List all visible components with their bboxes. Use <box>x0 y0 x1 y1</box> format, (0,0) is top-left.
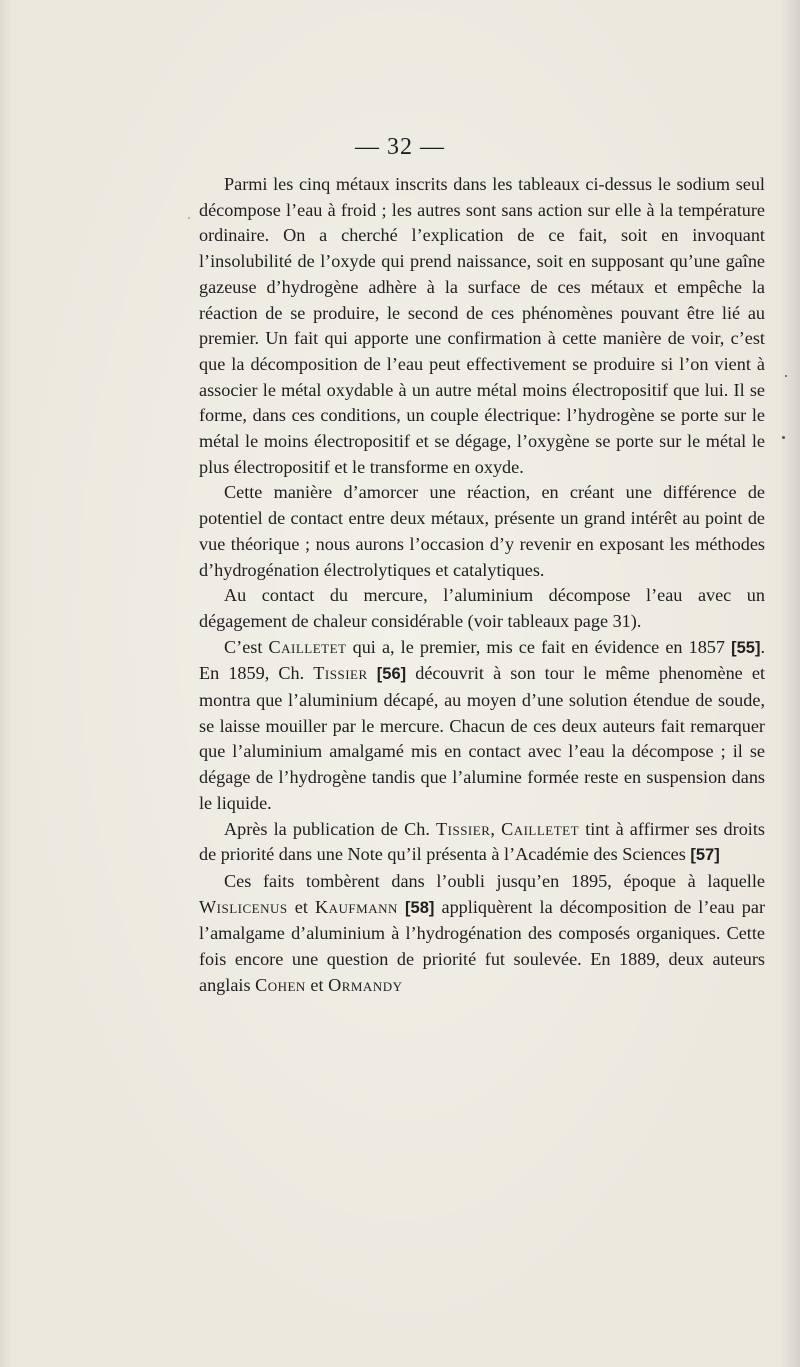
text-run: Parmi les cinq métaux inscrits dans les tableaux ci-dessus le sodium seul décompose l’eau à froid ; les autres sont sans action sur elle à la température ordinaire. On a cherché l’explication de ce fait, soit en invoquant l’insolubilité de l’oxyde qui prend naissance, soit en supposant qu’une gaîne gazeuse d’hydrogène adhère à la surface de ces métaux et empêche la réaction de se produire, le second de ces phénomènes pouvant être lié au premier. Un fait qui apporte une confirmation à cette manière de voir, c’est que la décomposition de l’eau peut effectivement se produire si l’on vient à associer le métal oxydable à un autre métal moins électropositif que lui. Il se forme, dans ces conditions, un couple électrique: l’hydrogène se porte sur le métal le moins électropositif et se dégage, l’oxygène se porte sur le métal le plus électropositif et le transforme en oxyde. <box>199 174 765 477</box>
text-run: Cette manière d’amorcer une réaction, en créant une différence de potentiel de contact entre deux métaux, présente un grand intérêt au point de vue théorique ; nous aurons l’occasion d’y revenir en exposant les méthodes d’hydrogénation électrolytiques et catalytiques. <box>199 482 765 580</box>
print-speck <box>188 217 190 219</box>
citation-ref: [57] <box>690 846 720 865</box>
paragraph <box>199 172 765 480</box>
author-name: Wislicenus <box>199 896 288 917</box>
paragraph <box>199 635 765 817</box>
citation-ref: [56] <box>376 665 407 684</box>
citation-ref: [58] <box>405 898 435 917</box>
author-name: Ormandy <box>328 974 403 995</box>
author-name: Cailletet <box>501 818 580 839</box>
text-run: et <box>305 974 329 995</box>
citation-ref: [55] <box>731 638 761 657</box>
author-name: Kaufmann <box>315 896 398 917</box>
text-run: et <box>287 896 316 917</box>
text-run: , <box>490 818 502 839</box>
print-speck <box>782 436 785 439</box>
author-name: Cailletet <box>268 636 347 657</box>
paragraph <box>199 869 765 999</box>
text-run: . En 1859, Ch. <box>199 636 765 684</box>
author-name: Tissier <box>313 663 368 684</box>
print-speck <box>785 375 787 377</box>
text-run: découvrit à son tour le même phenomène et montra que l’aluminium décapé, au moyen d’une solution étendue de soude, se laisse mouiller par le mercure. Chacun de ces deux auteurs fait remarquer que l’aluminium amalgamé mis en contact avec l’eau la décompose ; il se dégage de l’hydrogène tandis que l’alumine formée reste en suspension dans le liquide. <box>199 663 766 813</box>
text-run <box>398 897 405 917</box>
text-run: Après la publication de Ch. <box>224 818 437 839</box>
text-run: appliquèrent la décomposition de l’eau par l’amalgame d’aluminium à l’hydrogénation des composés organiques. Cette fois encore une question de priorité fut soulevée. En 1889, deux auteurs anglais <box>199 896 766 995</box>
text-run: qui a, le premier, mis ce fait en évidence en 1857 <box>346 636 732 657</box>
paragraph <box>199 583 765 634</box>
text-run <box>368 663 377 683</box>
author-name: Cohen <box>255 974 306 995</box>
body-text <box>199 172 765 999</box>
text-run: Ces faits tombèrent dans l’oubli jusqu’en 1895, époque à laquelle <box>224 870 765 891</box>
page-number: — 32 — <box>355 134 445 160</box>
text-run: Au contact du mercure, l’aluminium décompose l’eau avec un dégagement de chaleur considérable (voir tableaux page 31). <box>199 585 765 631</box>
paragraph <box>199 480 765 583</box>
text-run: tint à affirmer ses droits de priorité dans une Note qu’il présenta à l’Académie des Sciences <box>199 818 765 865</box>
paragraph <box>199 817 765 869</box>
author-name: Tissier <box>436 818 491 839</box>
text-run: C’est <box>224 636 269 657</box>
